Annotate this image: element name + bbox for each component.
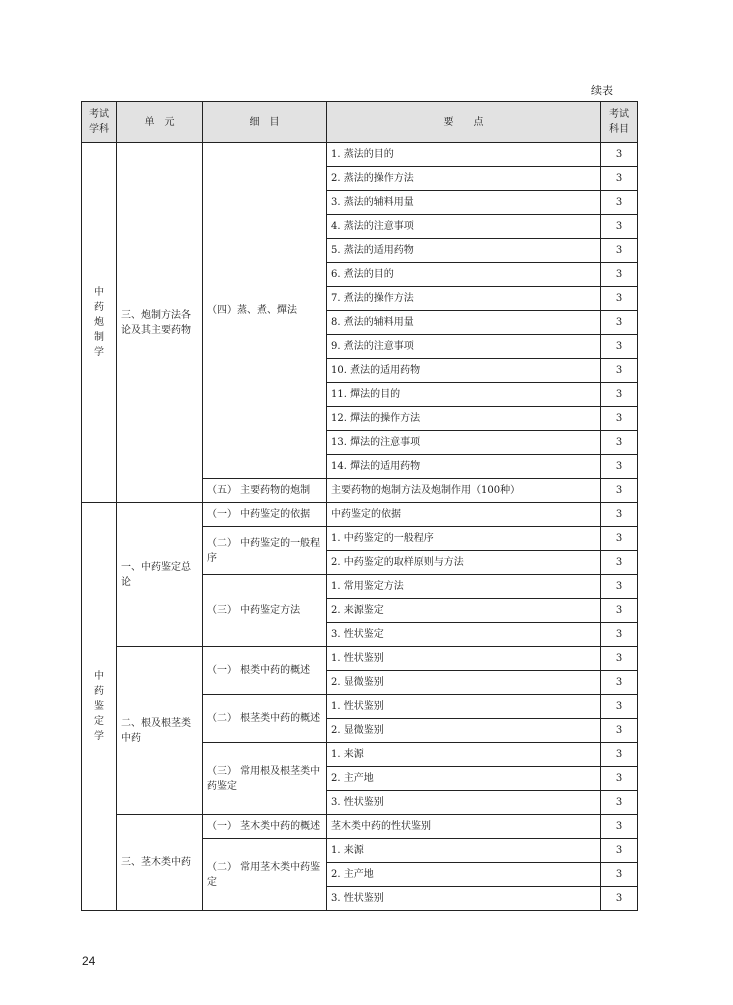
score-cell: 3 <box>601 719 638 743</box>
header-unit: 单 元 <box>117 102 203 143</box>
point-cell: 12. 燀法的操作方法 <box>327 407 601 431</box>
unit-cell: 一、中药鉴定总论 <box>117 503 203 647</box>
header-row <box>82 102 638 143</box>
syllabus-table <box>81 101 638 911</box>
point-cell: 1. 性状鉴别 <box>327 695 601 719</box>
score-cell: 3 <box>601 143 638 167</box>
point-cell: 1. 来源 <box>327 743 601 767</box>
header-point: 要 点 <box>327 102 601 143</box>
score-cell: 3 <box>601 335 638 359</box>
point-cell: 9. 煮法的注意事项 <box>327 335 601 359</box>
score-cell: 3 <box>601 815 638 839</box>
table-row <box>82 503 638 527</box>
header-item: 细 目 <box>203 102 327 143</box>
point-cell: 1. 中药鉴定的一般程序 <box>327 527 601 551</box>
subject-name: 中药炮制学 <box>94 287 104 358</box>
score-cell: 3 <box>601 767 638 791</box>
score-cell: 3 <box>601 191 638 215</box>
point-cell: 3. 性状鉴定 <box>327 623 601 647</box>
point-cell: 2. 来源鉴定 <box>327 599 601 623</box>
item-cell: （一） 中药鉴定的依据 <box>203 503 327 527</box>
score-cell: 3 <box>601 599 638 623</box>
score-cell: 3 <box>601 167 638 191</box>
score-cell: 3 <box>601 647 638 671</box>
point-cell: 13. 燀法的注意事项 <box>327 431 601 455</box>
score-cell: 3 <box>601 743 638 767</box>
item-cell: （二） 中药鉴定的一般程序 <box>203 527 327 575</box>
score-cell: 3 <box>601 359 638 383</box>
score-cell: 3 <box>601 791 638 815</box>
score-cell: 3 <box>601 551 638 575</box>
score-cell: 3 <box>601 839 638 863</box>
point-cell: 8. 煮法的辅料用量 <box>327 311 601 335</box>
subject-cell <box>82 503 117 911</box>
point-cell: 2. 显微鉴别 <box>327 671 601 695</box>
score-cell: 3 <box>601 575 638 599</box>
score-cell: 3 <box>601 671 638 695</box>
unit-cell: 三、茎木类中药 <box>117 815 203 911</box>
point-cell: 3. 蒸法的辅料用量 <box>327 191 601 215</box>
score-cell: 3 <box>601 863 638 887</box>
unit-cell: 二、根及根茎类中药 <box>117 647 203 815</box>
point-cell: 1. 性状鉴别 <box>327 647 601 671</box>
point-cell: 2. 主产地 <box>327 767 601 791</box>
point-cell: 2. 蒸法的操作方法 <box>327 167 601 191</box>
table-row <box>82 815 638 839</box>
point-cell: 5. 蒸法的适用药物 <box>327 239 601 263</box>
score-cell: 3 <box>601 215 638 239</box>
point-cell: 1. 蒸法的目的 <box>327 143 601 167</box>
point-cell: 1. 常用鉴定方法 <box>327 575 601 599</box>
table-row <box>82 647 638 671</box>
score-cell: 3 <box>601 887 638 911</box>
point-cell: 4. 蒸法的注意事项 <box>327 215 601 239</box>
header-subject: 考试学科 <box>82 102 117 143</box>
table-row <box>82 143 638 167</box>
point-cell: 2. 中药鉴定的取样原则与方法 <box>327 551 601 575</box>
item-cell: （三） 中药鉴定方法 <box>203 575 327 647</box>
score-cell: 3 <box>601 503 638 527</box>
item-cell: （一） 茎木类中药的概述 <box>203 815 327 839</box>
item-cell: （二） 常用茎木类中药鉴定 <box>203 839 327 911</box>
header-score: 考试科目 <box>601 102 638 143</box>
page-number: 24 <box>82 954 96 968</box>
item-cell: （三） 常用根及根茎类中药鉴定 <box>203 743 327 815</box>
point-cell: 7. 煮法的操作方法 <box>327 287 601 311</box>
item-cell: （一） 根类中药的概述 <box>203 647 327 695</box>
point-cell: 10. 煮法的适用药物 <box>327 359 601 383</box>
point-cell: 2. 主产地 <box>327 863 601 887</box>
score-cell: 3 <box>601 407 638 431</box>
point-cell: 茎木类中药的性状鉴别 <box>327 815 601 839</box>
point-cell: 1. 来源 <box>327 839 601 863</box>
point-cell: 11. 燀法的目的 <box>327 383 601 407</box>
unit-cell: 三、炮制方法各论及其主要药物 <box>117 143 203 503</box>
item-cell: （五） 主要药物的炮制 <box>203 479 327 503</box>
score-cell: 3 <box>601 263 638 287</box>
score-cell: 3 <box>601 527 638 551</box>
score-cell: 3 <box>601 455 638 479</box>
continued-table-label: 续表 <box>591 84 613 97</box>
score-cell: 3 <box>601 623 638 647</box>
item-cell: （四）蒸、煮、燀法 <box>203 143 327 479</box>
score-cell: 3 <box>601 479 638 503</box>
score-cell: 3 <box>601 311 638 335</box>
score-cell: 3 <box>601 239 638 263</box>
score-cell: 3 <box>601 695 638 719</box>
score-cell: 3 <box>601 431 638 455</box>
item-cell: （二） 根茎类中药的概述 <box>203 695 327 743</box>
score-cell: 3 <box>601 287 638 311</box>
point-cell: 主要药物的炮制方法及炮制作用（100种） <box>327 479 601 503</box>
point-cell: 14. 燀法的适用药物 <box>327 455 601 479</box>
point-cell: 中药鉴定的依据 <box>327 503 601 527</box>
score-cell: 3 <box>601 383 638 407</box>
point-cell: 3. 性状鉴别 <box>327 887 601 911</box>
point-cell: 2. 显微鉴别 <box>327 719 601 743</box>
point-cell: 3. 性状鉴别 <box>327 791 601 815</box>
subject-name: 中药鉴定学 <box>94 671 104 742</box>
point-cell: 6. 煮法的目的 <box>327 263 601 287</box>
subject-cell <box>82 143 117 503</box>
